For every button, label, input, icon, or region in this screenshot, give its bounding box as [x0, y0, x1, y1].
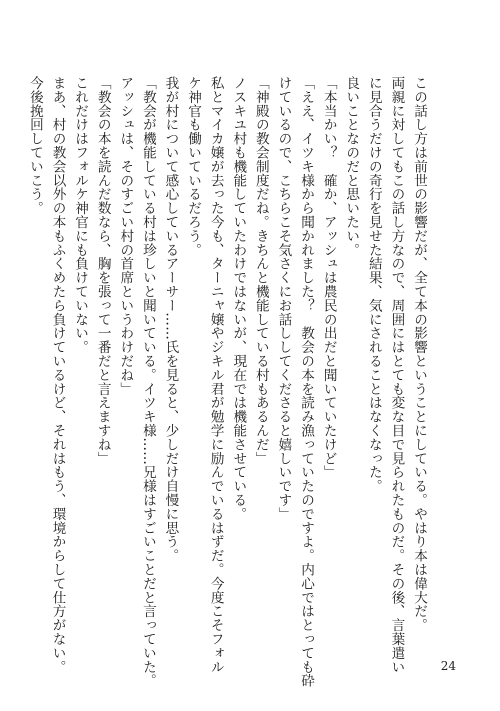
text-line: 我が村について感心しているアーサー……氏を見ると、少しだけ自慢に思う。	[162, 76, 179, 563]
text-line: けているので、こちらこそ気さくにお話ししてくださると嬉しいです」	[275, 76, 292, 521]
text-line: 「神殿の教会制度だね。きちんと機能している村もあるんだ」	[252, 76, 269, 466]
text-line: 「教会が機能している村は珍しいと聞いている。イツキ様……兄様はすごいことだと言っていた。	[139, 76, 156, 688]
text-line: 良いことなのだと思いたい。	[343, 76, 360, 257]
text-line: ノスキユ村も機能していたわけではないが、現在では機能させている。	[230, 76, 247, 521]
text-line: まあ、村の教会以外の本もふくめたら負けているけど、それはもう、環境からして仕方がない。	[49, 76, 66, 674]
text-line: これだけはフォルケ神官にも負けていない。	[72, 76, 89, 354]
text-line: 「教会の本を読んだ数なら、胸を張って一番だと言えますね」	[94, 76, 111, 466]
text-line: 「本当かい？ 確か、アッシュは農民の出だと聞いていたけど」	[320, 76, 337, 480]
text-line: に見合うだけの奇行を見せた結果、気にされることはなくなった。	[365, 76, 382, 493]
text-line: 両親に対してもこの話し方なので、周囲にはとても変な目で見られたものだ。その後、言葉遣い	[388, 76, 405, 674]
text-line: 私とマイカ嬢が去った今も、ターニャ嬢やジキル君が勉学に励んでいるはずだ。今度こそフォル	[207, 76, 224, 674]
text-line: ケ神官も働いているだろう。	[185, 76, 202, 257]
text-line: アッシュは、そのすごい村の首席というわけだね」	[117, 76, 134, 396]
page-number: 24	[440, 659, 456, 673]
text-line: 「ええ、イツキ様から聞かれました？ 教会の本を読み漁っていたのですよ。内心ではとっても砕	[298, 76, 315, 688]
text-line: 今後挽回していこう。	[26, 76, 43, 215]
vertical-text-body	[26, 76, 430, 688]
text-line: この話し方は前世の影響だが、全て本の影響ということにしている。やはり本は偉大だ。	[411, 76, 427, 632]
